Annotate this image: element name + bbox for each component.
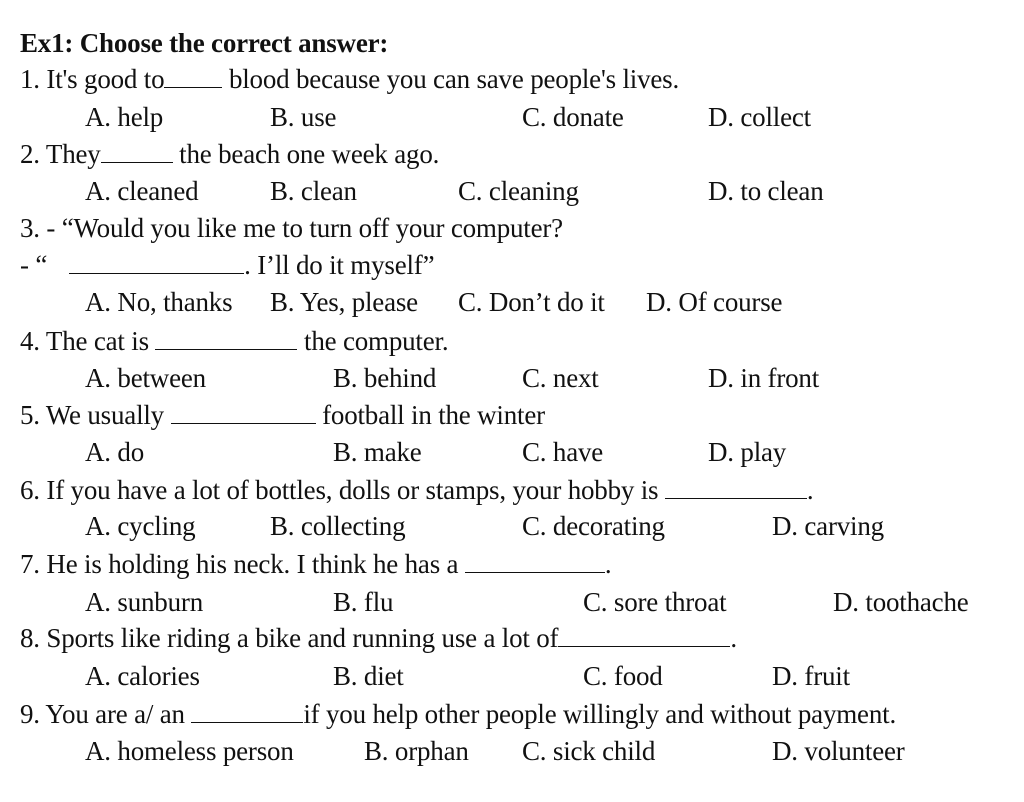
exercise-title: Ex1: Choose the correct answer:	[20, 28, 389, 58]
question-text-after: blood because you can save people's lives.	[228, 64, 680, 94]
answer-blank[interactable]	[465, 552, 605, 573]
option-b[interactable]: B. diet	[333, 661, 404, 691]
question-number: 1.	[20, 64, 40, 94]
option-d[interactable]: D. in front	[708, 363, 820, 393]
answer-blank[interactable]	[171, 403, 316, 424]
option-a[interactable]: A. help	[85, 102, 164, 132]
question-number: 5.	[20, 400, 40, 430]
question-text-before: If you have a lot of bottles, dolls or stamps, your hobby is	[46, 475, 659, 505]
question-number: 6.	[20, 475, 40, 505]
option-d[interactable]: D. play	[708, 437, 787, 467]
question-number: 3.	[20, 213, 40, 243]
answer-blank[interactable]	[69, 253, 244, 274]
question-1	[20, 63, 679, 95]
option-d[interactable]: D. toothache	[833, 587, 969, 617]
option-d[interactable]: D. fruit	[772, 661, 850, 691]
question-text-before: They	[45, 139, 101, 169]
question-text-after: . I’ll do it myself”	[244, 250, 435, 280]
option-d[interactable]: D. collect	[708, 102, 811, 132]
question-number: 7.	[20, 549, 40, 579]
option-c[interactable]: C. next	[522, 363, 599, 393]
question-text-after: .	[730, 623, 737, 653]
question-text-before: Sports like riding a bike and running use a lot of	[46, 623, 559, 653]
option-a[interactable]: A. cycling	[85, 511, 196, 541]
question-text-after: .	[806, 475, 814, 505]
option-c[interactable]: C. Don’t do it	[458, 287, 605, 317]
question-number: 4.	[20, 326, 40, 356]
question-8	[20, 622, 737, 654]
option-b[interactable]: B. collecting	[270, 511, 406, 541]
question-7	[20, 548, 611, 580]
option-c[interactable]: C. sick child	[522, 736, 656, 766]
question-number: 9.	[20, 699, 40, 729]
answer-blank[interactable]	[155, 329, 297, 350]
question-5	[20, 399, 545, 431]
option-b[interactable]: B. make	[333, 437, 422, 467]
option-a[interactable]: A. homeless person	[85, 736, 294, 766]
question-text-after: .	[604, 549, 612, 579]
question-text-before: You are a/ an	[45, 699, 185, 729]
option-d[interactable]: D. carving	[772, 511, 884, 541]
question-3	[20, 212, 563, 244]
option-c[interactable]: C. donate	[522, 102, 624, 132]
option-b[interactable]: B. use	[270, 102, 337, 132]
answer-blank[interactable]	[558, 626, 730, 647]
answer-blank[interactable]	[191, 702, 303, 723]
option-b[interactable]: B. Yes, please	[270, 287, 418, 317]
option-c[interactable]: C. sore throat	[583, 587, 727, 617]
option-a[interactable]: A. between	[85, 363, 206, 393]
question-number: 8.	[20, 623, 40, 653]
answer-blank[interactable]	[665, 478, 807, 499]
question-text-before: We usually	[45, 400, 164, 430]
question-text-after: football in the winter	[322, 400, 545, 430]
option-a[interactable]: A. cleaned	[85, 176, 199, 206]
option-a[interactable]: A. No, thanks	[85, 287, 233, 317]
option-a[interactable]: A. sunburn	[85, 587, 203, 617]
question-text-before: - “	[20, 250, 48, 280]
answer-blank[interactable]	[164, 67, 222, 88]
question-9	[20, 698, 896, 730]
question-text-after: if you help other people willingly and without payment.	[303, 699, 896, 729]
question-number: 2.	[20, 139, 40, 169]
question-text-before: The cat is	[45, 326, 149, 356]
answer-blank[interactable]	[101, 142, 173, 163]
option-c[interactable]: C. cleaning	[458, 176, 579, 206]
question-6	[20, 474, 813, 506]
option-c[interactable]: C. have	[522, 437, 604, 467]
option-b[interactable]: B. flu	[333, 587, 394, 617]
option-a[interactable]: A. do	[85, 437, 144, 467]
option-d[interactable]: D. to clean	[708, 176, 824, 206]
option-d[interactable]: D. Of course	[646, 287, 783, 317]
option-b[interactable]: B. orphan	[364, 736, 469, 766]
question-text-after: the computer.	[304, 326, 449, 356]
question-text-before: It's good to	[46, 64, 165, 94]
question-3-line2	[20, 249, 434, 281]
option-b[interactable]: B. behind	[333, 363, 437, 393]
option-a[interactable]: A. calories	[85, 661, 200, 691]
option-c[interactable]: C. food	[583, 661, 663, 691]
option-c[interactable]: C. decorating	[522, 511, 665, 541]
question-4	[20, 325, 448, 357]
question-text-before: He is holding his neck. I think he has a	[46, 549, 459, 579]
option-b[interactable]: B. clean	[270, 176, 357, 206]
option-d[interactable]: D. volunteer	[772, 736, 905, 766]
question-2	[20, 138, 439, 170]
question-text-after: the beach one week ago.	[179, 139, 440, 169]
question-text-line1: - “Would you like me to turn off your computer?	[46, 213, 563, 243]
